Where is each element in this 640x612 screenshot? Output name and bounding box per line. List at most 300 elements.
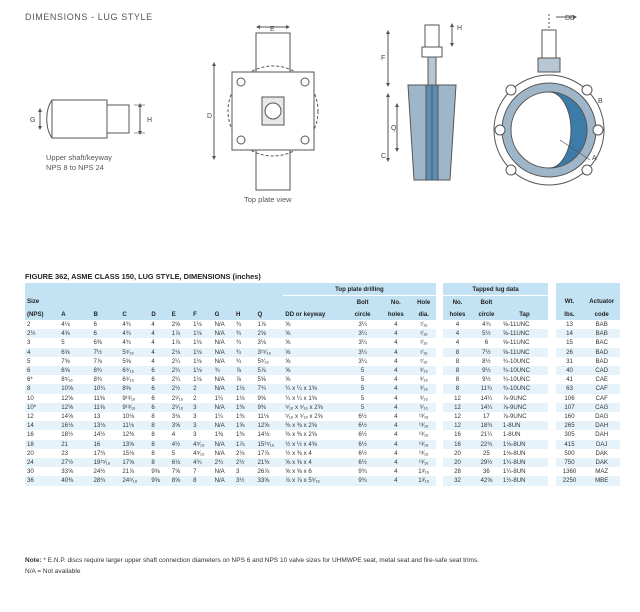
table-cell: 1⅛-8UN [501,440,548,449]
header-no: No. [380,296,412,309]
table-cell: 17¾ [93,449,106,457]
table-cell: CAG [583,403,620,412]
table-cell: ⁹⁄₁₆ [419,394,428,402]
table-cell: 4 [394,413,398,421]
table-cell: ¹³⁄₁₆ [412,440,436,449]
table-cell: 8 [443,366,472,375]
table-cell: ⁹⁄₁₆ [412,384,436,393]
column-gap [436,329,444,338]
dim-label-h2: H [457,25,463,32]
table-cell: ⅞ x ⅞ x 5⁹⁄₁₆ [283,476,345,485]
table-cell: 5 [345,384,379,393]
column-gap [548,412,556,421]
table-cell: ¹³⁄₁₆ [412,421,436,430]
table-row [25,329,620,338]
table-cell: 9⅝ [257,394,266,402]
table-cell: 7½ [91,348,120,357]
header-a: A [59,308,91,320]
header-h: H [234,308,255,320]
table-cell: 2 [191,384,212,393]
table-cell: 6⅝ [59,348,91,357]
table-cell: 1⅜ [234,403,255,412]
table-cell: 1³⁄₁₆ [412,476,436,485]
table-cell: 12⅝ [61,394,74,402]
header-e: E [170,308,191,320]
table-cell: DAK [583,458,620,467]
column-gap [548,467,556,476]
table-cell: 9½ [482,376,491,384]
column-gap [436,338,444,347]
shaft-caption [46,153,112,173]
table-cell: 6 [151,376,155,384]
dim-label-e: E [270,26,275,33]
table-cell: 14⅝ [61,413,74,421]
table-cell: 6½ [358,413,367,421]
table-cell: 2½ [234,458,255,467]
column-gap [548,449,556,458]
dim-label-dd: DD [565,15,576,22]
table-cell: 7½ [472,348,501,357]
table-cell: 3 [236,468,240,476]
table-cell: BAC [595,339,608,347]
table-cell: ⁷⁄₁₆ [419,339,428,347]
table-cell: 23 [61,449,69,457]
table-cell: 8 [151,431,155,439]
table-cell: 5 [345,403,379,412]
column-gap [436,440,444,449]
table-row [25,320,620,329]
page-header-title: DIMENSIONS - LUG STYLE [25,12,153,22]
table-cell: 1⅛ [234,384,255,393]
table-cell: 265 [556,421,584,430]
table-cell: N/A [214,339,225,347]
table-cell: 4 [394,394,398,402]
header-actuator: Actuator [583,296,620,309]
column-gap [436,366,444,375]
table-cell: 30 [27,468,34,476]
table-cell: 27½ [59,458,91,467]
table-cell: 500 [564,449,575,457]
column-gap [436,430,444,439]
dim-label-q: Q [391,125,397,132]
table-cell: ⁷⁄₁₆ [419,357,428,365]
note-text: * E.N.P. discs require larger upper shaft connection diameters on NPS 6 and NPS 10 valve sizes for UHMWPE seat, metal seat and fire-safe seat trims. [41,557,479,564]
table-cell: 6⁹⁄₁₆ [122,376,134,384]
table-cell: 16 [27,431,34,439]
table-cell: 20 [454,449,461,457]
table-row [25,412,620,421]
table-cell: ¾-10UNC [502,376,530,384]
table-cell: 14¼ [472,403,501,412]
header-holes: holes [380,308,412,320]
column-gap [548,458,556,467]
table-cell: ⅝-11UNC [501,348,548,357]
table-cell: 24½ [93,468,106,476]
table-row [25,430,620,439]
table-cell: 13 [93,413,101,421]
table-cell: 12⅝ [255,421,283,430]
column-gap [436,421,444,430]
table-cell: 4 [380,348,412,357]
table-cell: 8 [191,476,212,485]
table-cell: BAD [595,357,608,365]
table-cell: 8⅝ [59,366,91,375]
table-cell: 41 [566,376,573,384]
table-cell: 5 [360,394,365,402]
table-cell: 8 [25,384,59,393]
table-cell: 1⅛ [193,376,202,384]
table-cell: 8 [149,440,169,449]
table-cell: 6 [151,394,155,402]
table-cell: 31 [566,357,573,365]
table-cell: 5⅝ [122,357,131,365]
table-cell: 14⅛ [257,431,270,439]
table-cell: 9⅝ [151,468,160,476]
table-cell: 9¾ [345,476,379,485]
table-cell: 6½ [345,458,379,467]
table-cell: 2⁹⁄₁₆ [170,403,191,412]
column-gap [548,430,556,439]
header-code: code [583,308,620,320]
table-cell: 7¾ [255,384,283,393]
table-cell: 8 [443,384,472,393]
dim-label-a: A [592,155,597,162]
table-cell: 10⅛ [122,413,135,421]
table-cell: 3½ [234,476,255,485]
table-cell: BAD [583,348,620,357]
table-cell: ⁵⁄₁₆ x ⁵⁄₁₆ x 2⅝ [283,403,345,412]
table-body [25,320,620,486]
table-cell: ¾-10UNC [502,357,530,365]
table-cell: 3⅛ [257,339,266,347]
table-cell: ⅝ [283,366,345,375]
column-gap [548,421,556,430]
table-cell: 8½ [482,357,491,365]
table-cell: 24 [25,458,59,467]
table-cell: 40 [556,366,584,375]
table-cell: 42⅝ [472,476,501,485]
header-g: G [213,308,234,320]
table-cell: ⅝ [285,376,291,384]
table-cell: CAE [595,376,608,384]
table-cell: 15¹⁵⁄₁₆ [255,440,283,449]
table-cell: 1⅛-8UN [502,449,526,457]
table-cell: 10 [27,394,34,402]
table-cell: DAG [595,413,609,421]
table-cell: 8 [455,376,460,384]
table-cell: ⅞ [234,366,255,375]
column-gap [436,467,444,476]
table-cell: 1360 [562,468,577,476]
table-cell: 5½ [472,329,501,338]
table-cell: ¾ [234,329,255,338]
table-cell: 6 [149,384,169,393]
table-cell: DAH [595,431,609,439]
table-cell: 6⅛ [170,458,191,467]
table-cell: 1⅛ [236,394,245,402]
table-cell: 3 [27,339,31,347]
table-cell: 1⅛ [191,329,212,338]
table-cell: N/A [213,421,234,430]
table-cell: 4 [380,329,412,338]
table-cell: 5 [61,339,65,347]
table-row [25,384,620,393]
table-cell: 1⅛ [193,321,202,328]
table-cell: DAK [595,449,608,457]
table-cell: 8 [149,458,169,467]
table-cell: DAJ [583,440,620,449]
shaft-caption-line-1: Upper shaft/keyway [46,153,112,162]
table-cell: 3 [193,431,197,439]
table-cell: 3 [191,421,212,430]
table-cell: 4¾ [122,321,131,328]
table-cell: 1⅛ [193,339,202,347]
table-cell: 25 [483,449,490,457]
table-cell: 9⅜ [255,403,283,412]
table-cell: 4 [443,329,472,338]
table-cell: 4 [149,348,169,357]
table-cell: 6 [25,366,59,375]
table-cell: 9¾ [358,468,367,476]
table-cell: 13 [566,321,573,328]
table-row [25,357,620,366]
table-cell: 7⅝ [171,468,181,476]
table-cell: 7 [193,468,197,476]
table-cell: 12 [443,421,472,430]
header-wt: Wt. [556,296,584,309]
table-cell: 2¼ [171,376,181,384]
table-cell: 28¾ [91,476,120,485]
table-cell: N/A [214,376,225,384]
table-cell: 1⅞ [257,321,266,328]
table-cell: 4¾ [191,458,212,467]
table-cell: 29½ [472,458,501,467]
table-cell: 3⅝ [170,421,191,430]
table-cell: ⁹⁄₁₆ [412,366,436,375]
dim-label-c: C [381,153,387,160]
table-cell: 15 [566,339,573,347]
table-row [25,421,620,430]
table-cell: ¹³⁄₁₆ [418,431,429,439]
group-header-top-plate: Top plate drilling [283,283,435,296]
table-cell: 4 [380,366,412,375]
table-cell: 36 [483,468,490,476]
table-cell: 13⅛ [91,421,120,430]
dimension-table [25,283,620,486]
table-row [25,366,620,375]
table-cell: ⁵⁄₁₆ x ⁵⁄₁₆ x 2⅝ [285,413,323,421]
table-cell: 4⁵⁄₁₆ [193,449,205,457]
table-cell: BAB [595,321,608,328]
table-cell: 750 [556,458,584,467]
column-gap [436,412,444,421]
table-cell: DAH [583,421,620,430]
dim-label-h: H [147,117,153,124]
table-cell: 2¼ [170,366,191,375]
table-cell: 4 [151,357,155,365]
table-cell: 4 [394,431,398,439]
table-cell: 2 [193,394,197,402]
table-cell: CAF [583,384,620,393]
table-cell: 4 [394,357,398,365]
table-cell: ⅜ x ⅜ x 2⅝ [283,421,345,430]
table-cell: 3 [191,403,212,412]
table-cell: 10* [25,403,59,412]
table-cell: 8 [149,421,169,430]
table-cell: 18½ [61,431,74,439]
table-cell: N/A [213,329,234,338]
table-row [25,375,620,384]
table-header-row-1 [25,296,620,309]
table-cell: 6½ [358,449,367,457]
table-cell: 7⅝ [61,357,70,365]
column-gap [548,348,556,357]
header-hole: Hole [412,296,436,309]
table-cell: 17 [483,413,490,421]
header-lug-no: No. [443,296,472,309]
table-cell: 8 [151,449,155,457]
header-b: B [91,308,120,320]
header-d: D [149,308,169,320]
table-cell: ⅝-11UNC [502,339,530,347]
table-cell: 2⅝ [255,329,283,338]
table-cell: N/A [213,348,234,357]
table-cell: 1-8UN [501,421,548,430]
group-header-tapped: Tapped lug data [443,283,548,296]
table-cell: ⅝ [283,329,345,338]
table-cell: 8¾ [91,366,120,375]
table-cell: ⅝-11UNC [501,329,548,338]
notes-section [25,555,625,577]
table-cell: 12 [443,403,472,412]
header-circle: circle [345,308,379,320]
table-cell: ⅜ x ⅜ x 2⅝ [285,431,317,439]
table-cell: 3¼ [345,348,379,357]
column-gap [436,375,444,384]
table-cell: 1⅝ [234,421,255,430]
table-cell: 63 [556,384,584,393]
table-cell: 2½ [25,329,59,338]
column-gap [548,476,556,485]
table-cell: 15⅛ [122,449,135,457]
table-cell: 14½ [93,431,106,439]
table-cell: 5⁵⁄₁₆ [120,348,149,357]
table-cell: 1⅞ [170,329,191,338]
column-gap [548,320,556,329]
table-cell: 12⅜ [122,431,135,439]
table-cell: ¹³⁄₁₆ [412,458,436,467]
table-cell: 40⅜ [59,476,91,485]
dim-label-f: F [381,55,386,62]
table-cell: 14¼ [480,394,493,402]
table-cell: 4 [380,421,412,430]
column-gap [548,357,556,366]
table-cell: 6 [93,321,97,328]
column-gap [548,329,556,338]
table-cell: 10⅝ [59,384,91,393]
table-cell: 33⅝ [255,476,283,485]
column-gap [436,357,444,366]
table-cell: 4 [380,440,412,449]
header-nps: (NPS) [25,308,59,320]
table-cell: 21 [59,440,91,449]
top-plate-drawing [214,27,318,190]
header-tap: Tap [501,308,548,320]
table-row [25,440,620,449]
table-cell: 17⅞ [257,449,270,457]
table-cell: 22¾ [472,440,501,449]
table-cell: 32 [443,476,472,485]
table-cell: 9¹³⁄₁₆ [120,403,149,412]
table-row [25,449,620,458]
header-size: Size [25,296,59,309]
table-cell: ⁹⁄₁₆ [419,376,428,384]
table-cell: ⅞ [236,376,242,384]
table-cell: 17⅝ [120,458,149,467]
column-gap [436,394,444,403]
table-cell: N/A [213,440,234,449]
column-gap [436,449,444,458]
note-line [25,555,625,566]
table-cell: ¾ [213,366,234,375]
table-cell: 4 [455,339,460,347]
table-cell: 7⅞ [93,357,102,365]
table-cell: 6½ [345,421,379,430]
table-cell: N/A [213,384,234,393]
shaft-caption-line-2: NPS 8 to NPS 24 [46,163,104,172]
table-cell: N/A [214,321,225,328]
table-cell: N/A [214,449,225,457]
column-gap [548,384,556,393]
figure-title: FIGURE 362, ASME CLASS 150, LUG STYLE, DIMENSIONS (inches) [25,272,261,281]
header-lbs: lbs. [556,308,584,320]
table-cell: ⁷⁄₁₆ [412,329,436,338]
table-cell: 6* [27,376,33,384]
table-cell: 2250 [556,476,584,485]
header-f: F [191,308,212,320]
side-view-drawing [388,25,456,180]
table-cell: MAZ [595,468,609,476]
table-cell: 16 [454,431,461,439]
table-cell: ¾ [236,357,242,365]
table-cell: ⁷⁄₁₆ [419,321,428,328]
table-row [25,394,620,403]
table-cell: 16 [91,440,120,449]
front-lug-drawing [494,14,604,185]
table-cell: ⅞-9UNC [502,413,527,421]
table-cell: ¾ [236,321,242,328]
table-cell: 2⅛ [236,449,245,457]
table-cell: 9¹³⁄₁₆ [122,394,136,402]
table-cell: ¾-10UNC [501,384,548,393]
table-cell: 106 [564,394,575,402]
table-cell: 3¹⁵⁄₁₆ [255,348,283,357]
table-cell: ⅞-9UNC [501,403,548,412]
table-cell: 9½ [472,366,501,375]
upper-shaft-drawing [40,100,145,138]
column-gap [436,403,444,412]
table-cell: ¼ x ¼ x 1⅝ [285,394,317,402]
table-row [25,476,620,485]
table-cell: 18¾ [472,421,501,430]
table-cell: 19¹⁵⁄₁₆ [91,458,120,467]
table-cell: 3¼ [358,321,367,328]
table-cell: 1¼ [214,394,224,402]
table-row [25,467,620,476]
table-cell: 4 [380,476,412,485]
table-cell: 16 [443,440,472,449]
table-cell: 4 [394,339,398,347]
